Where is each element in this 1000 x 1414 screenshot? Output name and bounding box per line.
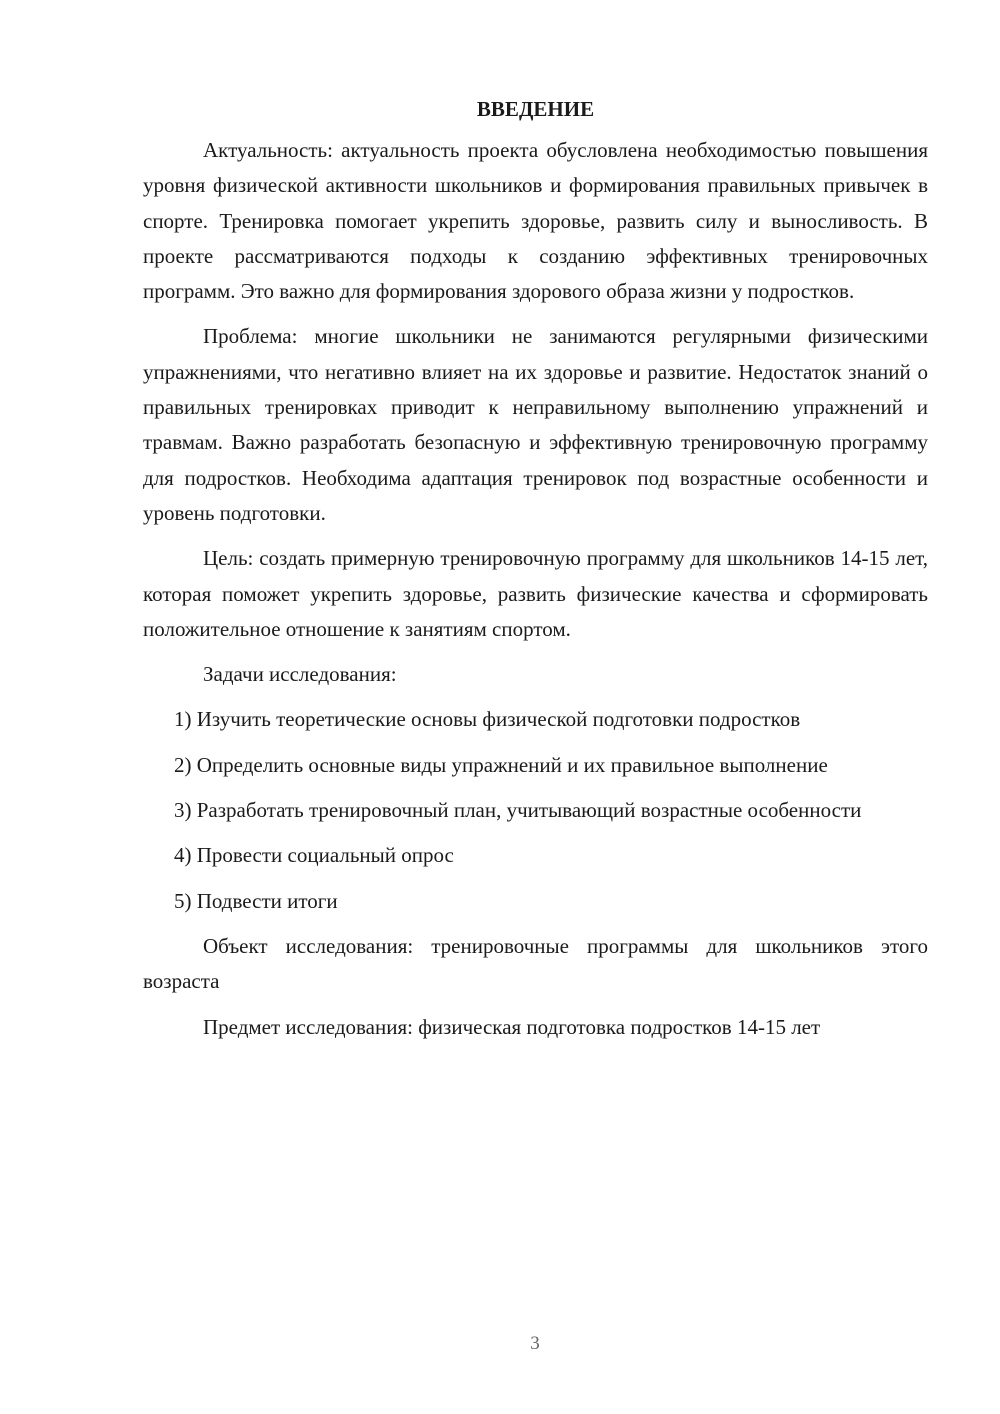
- page-number: 3: [530, 1333, 540, 1354]
- task-item-3: 3) Разработать тренировочный план, учитывающий возрастные особенности: [174, 798, 862, 823]
- paragraph-problem: Проблема: многие школьники не занимаются регулярными физическими упражнениями, что негативно влияет на их здоровье и развитие. Недостаток знаний о правильных тренировках приводит к неправильному выполнению упражнений и травмам. Важно разработать безопасную и эффективную тренировочную программу для подростков. Необходима адаптация тренировок под возрастные особенности и уровень подготовки.: [143, 324, 928, 525]
- task-item-1: 1) Изучить теоретические основы физической подготовки подростков: [174, 707, 801, 732]
- paragraph-goal: Цель: создать примерную тренировочную программу для школьников 14-15 лет, которая поможет укрепить здоровье, развить физические качества и сформировать положительное отношение к занятиям спортом.: [143, 546, 928, 641]
- task-item-4: 4) Провести социальный опрос: [174, 843, 454, 868]
- paragraph-subject: Предмет исследования: физическая подготовка подростков 14-15 лет: [203, 1014, 821, 1039]
- page-title: ВВЕДЕНИЕ: [476, 97, 595, 121]
- task-item-2: 2) Определить основные виды упражнений и их правильное выполнение: [174, 752, 828, 777]
- paragraph-relevance: Актуальность: актуальность проекта обусловлена необходимостью повышения уровня физической активности школьников и формирования правильных привычек в спорте. Тренировка помогает укрепить здоровье, развить силу и выносливость. В проекте рассматриваются подходы к созданию эффективных тренировочных программ. Это важно для формирования здорового образа жизни у подростков.: [143, 138, 928, 304]
- document-page: [143, 92, 928, 1055]
- task-item-5: 5) Подвести итоги: [174, 888, 338, 913]
- tasks-heading: Задачи исследования:: [203, 662, 397, 687]
- paragraph-object: Объект исследования: тренировочные программы для школьников этого возраста: [143, 933, 928, 994]
